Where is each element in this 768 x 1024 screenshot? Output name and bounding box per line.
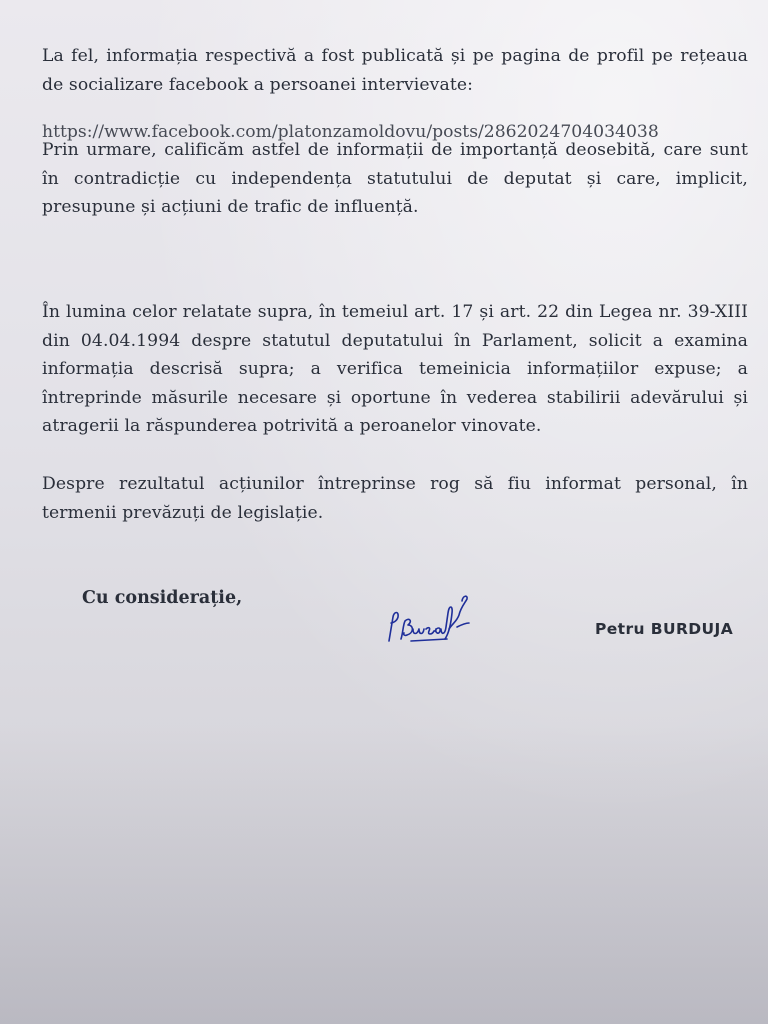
paragraph-inform-request: Despre rezultatul acțiunilor întreprinse rog să fiu informat personal, în termenii prevăzuți de legislație.	[42, 474, 748, 523]
signatory-name: Petru BURDUJA	[595, 620, 734, 638]
facebook-post-link: https://www.facebook.com/platonzamoldovu/posts/2862024704034038	[42, 122, 659, 142]
handwritten-signature	[383, 583, 473, 645]
closing-salutation: Cu considerație,	[82, 588, 243, 608]
page-shadow	[0, 724, 768, 1024]
paragraph-request: În lumina celor relatate supra, în temeiul art. 17 și art. 22 din Legea nr. 39-XIII din 04.04.1994 despre statutul deputatului în Parlament, solicit a examina informația descrisă supra; a verifica temeinicia informațiilor expuse; a întreprinde măsurile necesare și oportune în vederea stabilirii adevărului și atragerii la răspunderea potrivită a peroanelor vinovate.	[42, 302, 748, 436]
paragraph-facebook-publication: La fel, informația respectivă a fost publicată și pe pagina de profil pe rețeaua de socializare facebook a persoanei intervievate:	[42, 46, 748, 95]
paragraph-qualification: Prin urmare, calificăm astfel de informații de importanță deosebită, care sunt în contradicție cu independența statutului de deputat și care, implicit, presupune și acțiuni de trafic de influență.	[42, 140, 748, 217]
